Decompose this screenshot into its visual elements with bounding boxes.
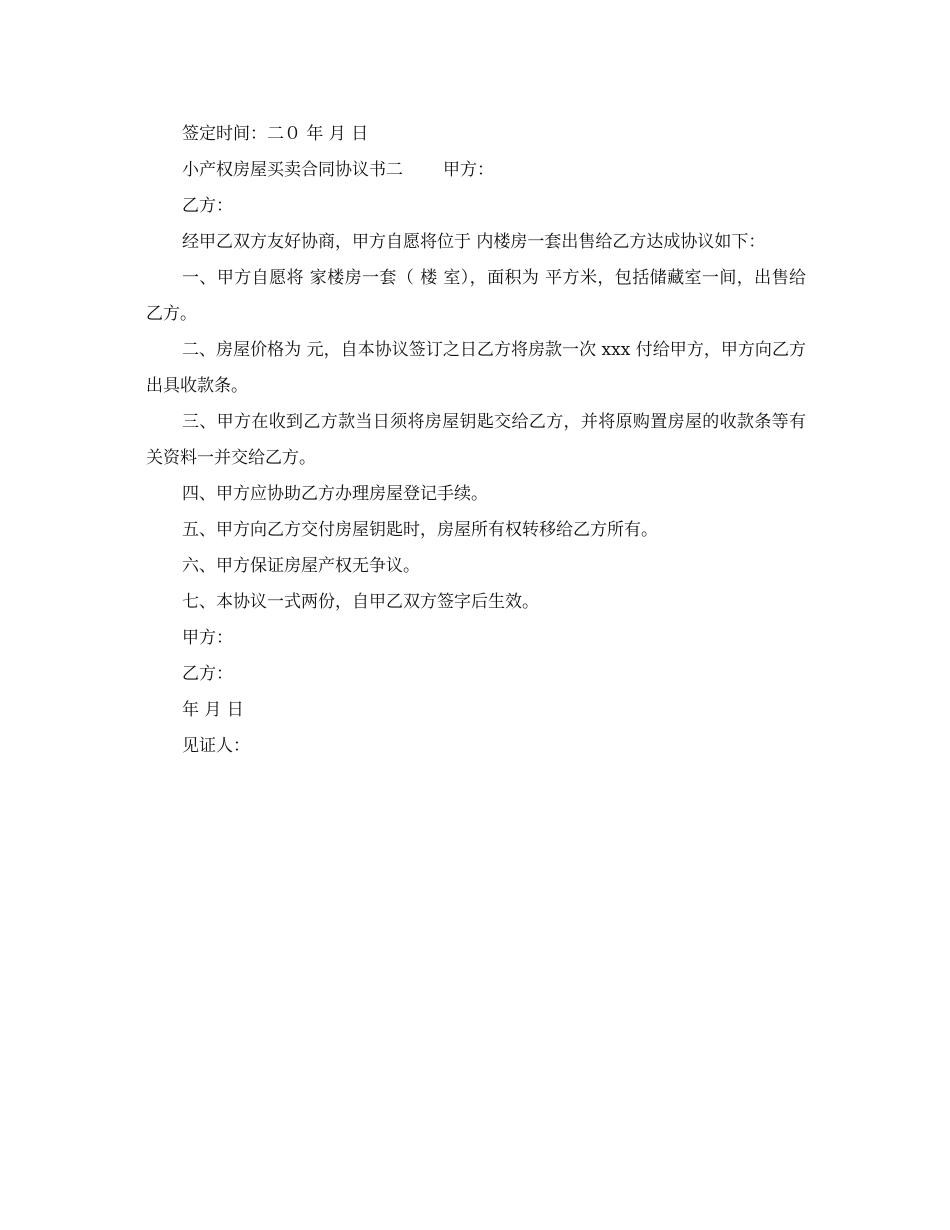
clause-1: 一、甲方自愿将 家楼房一套（ 楼 室），面积为 平方米，包括储藏室一间，出售给乙方。 xyxy=(146,268,806,324)
document-title: 小产权房屋买卖合同协议书二 xyxy=(182,160,403,180)
party-b-header: 乙方： xyxy=(182,196,233,216)
signature-date: 年 月 日 xyxy=(182,700,244,720)
clause-5: 五、甲方向乙方交付房屋钥匙时，房屋所有权转移给乙方所有。 xyxy=(182,520,658,540)
document-body xyxy=(146,116,806,764)
title-line xyxy=(146,152,806,188)
clause-2: 二、房屋价格为 元，自本协议签订之日乙方将房款一次 xxx 付给甲方，甲方向乙方出具收款条。 xyxy=(146,340,806,396)
clause-6: 六、甲方保证房屋产权无争议。 xyxy=(182,556,420,576)
signing-time: 签定时间：二０ 年 月 日 xyxy=(182,124,369,144)
signature-party-b: 乙方： xyxy=(182,664,233,684)
intro-paragraph: 经甲乙双方友好协商，甲方自愿将位于 内楼房一套出售给乙方达成协议如下： xyxy=(182,232,766,252)
clause-3: 三、甲方在收到乙方款当日须将房屋钥匙交给乙方，并将原购置房屋的收款条等有关资料一并交给乙方。 xyxy=(146,412,806,468)
party-a-inline: 甲方： xyxy=(443,160,494,180)
clause-4: 四、甲方应协助乙方办理房屋登记手续。 xyxy=(182,484,488,504)
signature-witness: 见证人： xyxy=(182,736,250,756)
clause-7: 七、本协议一式两份，自甲乙双方签字后生效。 xyxy=(182,592,539,612)
signature-party-a: 甲方： xyxy=(182,628,233,648)
